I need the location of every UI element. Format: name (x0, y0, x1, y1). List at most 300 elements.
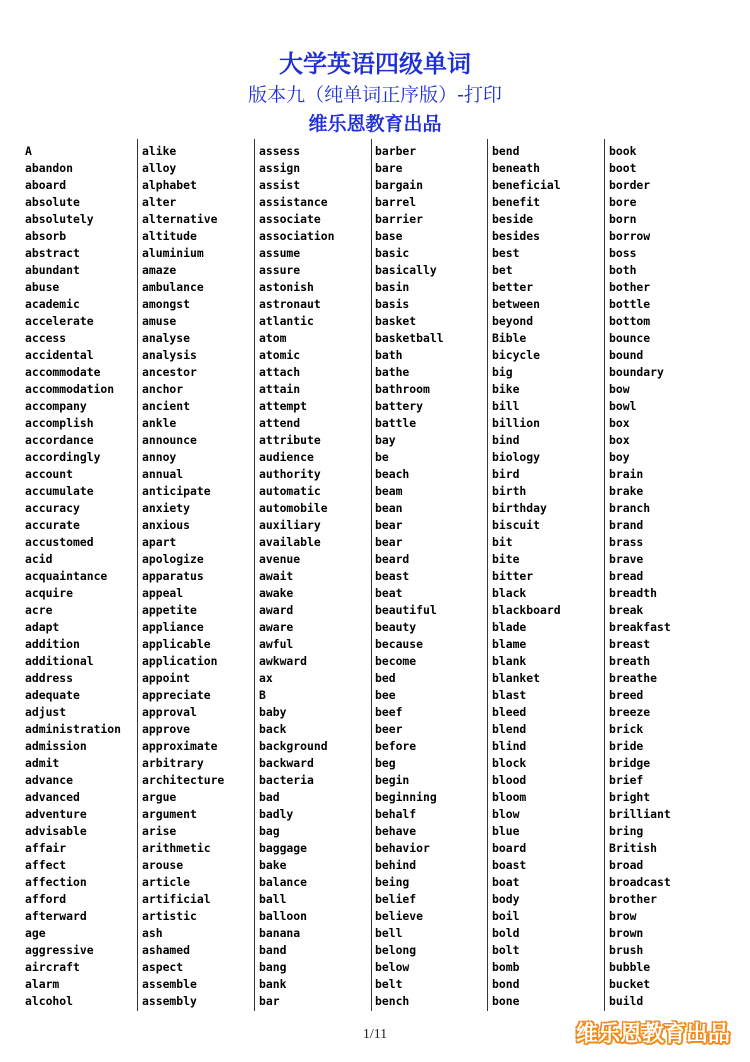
vocab-word: badly (259, 807, 294, 821)
vocab-word: big (492, 365, 513, 379)
vocab-word: approve (142, 722, 191, 736)
vocab-word: breadth (609, 586, 658, 600)
vocab-word: backward (259, 756, 314, 770)
vocab-word: avenue (259, 552, 301, 566)
vocab-word: billion (492, 416, 541, 430)
vocab-word: arbitrary (142, 756, 204, 770)
vocab-word: brass (609, 535, 644, 549)
vocab-word: bacteria (259, 773, 314, 787)
vocab-word: await (259, 569, 294, 583)
vocab-word: abandon (25, 161, 74, 175)
vocab-word: bed (375, 671, 396, 685)
vocab-word: atlantic (259, 314, 314, 328)
vocab-word: alarm (25, 977, 60, 991)
vocab-word: bathe (375, 365, 410, 379)
vocab-word: bang (259, 960, 287, 974)
vocab-word: beard (375, 552, 410, 566)
vocab-word: bind (492, 433, 520, 447)
vocab-word: blackboard (492, 603, 561, 617)
vocab-word: bow (609, 382, 630, 396)
vocab-word: born (609, 212, 637, 226)
vocab-word: bear (375, 518, 403, 532)
vocab-word: awful (259, 637, 294, 651)
vocab-word: alphabet (142, 178, 197, 192)
vocab-word: ashamed (142, 943, 191, 957)
vocab-word: approval (142, 705, 197, 719)
vocab-word: alternative (142, 212, 218, 226)
vocab-word: addition (25, 637, 80, 651)
vocab-word: broadcast (609, 875, 671, 889)
vocab-word: age (25, 926, 46, 940)
vocab-word: A (25, 144, 32, 158)
vocab-word: accordance (25, 433, 94, 447)
vocab-word: accurate (25, 518, 80, 532)
vocab-word: announce (142, 433, 197, 447)
vocab-word: arithmetic (142, 841, 211, 855)
vocab-word: adjust (25, 705, 67, 719)
vocab-word: bite (492, 552, 520, 566)
vocab-word: beyond (492, 314, 534, 328)
vocab-word: award (259, 603, 294, 617)
vocab-word: abundant (25, 263, 80, 277)
vocab-word: amongst (142, 297, 191, 311)
vocab-word: best (492, 246, 520, 260)
vocab-word: bother (609, 280, 651, 294)
vocab-word: become (375, 654, 417, 668)
vocab-word: beer (375, 722, 403, 736)
vocab-word: bolt (492, 943, 520, 957)
vocab-word: adequate (25, 688, 80, 702)
vocab-word: Bible (492, 331, 527, 345)
vocab-word: aware (259, 620, 294, 634)
vocab-word: administration (25, 722, 122, 736)
vocab-word: bike (492, 382, 520, 396)
vocab-word: bag (259, 824, 280, 838)
vocab-word: bake (259, 858, 287, 872)
vocab-word: bear (375, 535, 403, 549)
vocab-word: awkward (259, 654, 308, 668)
vocab-word: breath (609, 654, 651, 668)
vocab-word: bomb (492, 960, 520, 974)
vocab-word: address (25, 671, 74, 685)
vocab-word: appetite (142, 603, 197, 617)
vocab-word: accomplish (25, 416, 94, 430)
vocab-word: aircraft (25, 960, 80, 974)
vocab-word: bar (259, 994, 280, 1008)
vocab-word: brown (609, 926, 644, 940)
vocab-word: atom (259, 331, 287, 345)
vocab-word: balance (259, 875, 308, 889)
vocab-word: body (492, 892, 520, 906)
vocab-word: ash (142, 926, 163, 940)
vocab-word: blood (492, 773, 527, 787)
vocab-word: ancestor (142, 365, 197, 379)
vocab-word: apart (142, 535, 177, 549)
vocab-word: baby (259, 705, 287, 719)
vocab-word: accommodation (25, 382, 115, 396)
vocab-word: appreciate (142, 688, 211, 702)
vocab-word: artificial (142, 892, 211, 906)
vocab-word: before (375, 739, 417, 753)
vocab-word: account (25, 467, 74, 481)
vocab-word: abuse (25, 280, 60, 294)
vocab-word: bridge (609, 756, 651, 770)
vocab-word: beef (375, 705, 403, 719)
vocab-word: associate (259, 212, 321, 226)
vocab-word: analysis (142, 348, 197, 362)
vocab-word: besides (492, 229, 541, 243)
vocab-word: accommodate (25, 365, 101, 379)
vocab-word: alter (142, 195, 177, 209)
vocab-word: advanced (25, 790, 80, 804)
vocab-word: attribute (259, 433, 321, 447)
vocab-word: annual (142, 467, 184, 481)
vocab-word: blend (492, 722, 527, 736)
vocab-word: bicycle (492, 348, 541, 362)
vocab-word: apparatus (142, 569, 204, 583)
vocab-word: absolute (25, 195, 80, 209)
vocab-word: assist (259, 178, 301, 192)
vocab-word: ax (259, 671, 273, 685)
vocab-word: believe (375, 909, 424, 923)
vocab-word: application (142, 654, 218, 668)
vocab-word: blanket (492, 671, 541, 685)
vocab-word: applicable (142, 637, 211, 651)
vocab-word: brilliant (609, 807, 671, 821)
vocab-word: beneficial (492, 178, 561, 192)
publisher-line: 维乐恩教育出品 (308, 113, 442, 135)
vocab-word: admission (25, 739, 87, 753)
vocab-word: bucket (609, 977, 651, 991)
vocab-word: altitude (142, 229, 197, 243)
vocab-word: ambulance (142, 280, 204, 294)
vocab-word: assume (259, 246, 301, 260)
vocab-word: accelerate (25, 314, 94, 328)
vocab-word: available (259, 535, 321, 549)
vocab-word: bean (375, 501, 403, 515)
vocab-word: anxiety (142, 501, 191, 515)
vocab-word: benefit (492, 195, 541, 209)
vocab-word: apologize (142, 552, 204, 566)
vocab-word: approximate (142, 739, 218, 753)
vocab-word: argument (142, 807, 197, 821)
vocab-word: bore (609, 195, 637, 209)
vocab-word: bet (492, 263, 513, 277)
vocab-word: blind (492, 739, 527, 753)
vocab-word: appoint (142, 671, 191, 685)
vocab-word: British (609, 841, 658, 855)
vocab-word: boot (609, 161, 637, 175)
vocab-word: behavior (375, 841, 430, 855)
vocab-word: behalf (375, 807, 417, 821)
page-title: 大学英语四级单词 (279, 50, 471, 78)
vocab-word: boundary (609, 365, 664, 379)
vocab-word: awake (259, 586, 294, 600)
vocab-word: bee (375, 688, 396, 702)
vocab-word: beat (375, 586, 403, 600)
vocab-word: biscuit (492, 518, 541, 532)
vocab-word: architecture (142, 773, 225, 787)
vocab-word: brand (609, 518, 644, 532)
vocab-word: beach (375, 467, 410, 481)
vocab-word: appeal (142, 586, 184, 600)
vocab-word: ancient (142, 399, 191, 413)
vocab-word: bond (492, 977, 520, 991)
vocab-word: advisable (25, 824, 87, 838)
vocab-word: being (375, 875, 410, 889)
vocab-word: brick (609, 722, 644, 736)
vocab-word: affection (25, 875, 87, 889)
word-column-6 (609, 143, 725, 1010)
vocab-word: automatic (259, 484, 321, 498)
vocab-word: battery (375, 399, 424, 413)
vocab-word: brief (609, 773, 644, 787)
vocab-word: bread (609, 569, 644, 583)
vocab-word: aspect (142, 960, 184, 974)
vocab-word: acid (25, 552, 53, 566)
vocab-word: alike (142, 144, 177, 158)
vocab-word: blue (492, 824, 520, 838)
vocab-word: absorb (25, 229, 67, 243)
vocab-word: barrel (375, 195, 417, 209)
vocab-word: alloy (142, 161, 177, 175)
vocab-word: band (259, 943, 287, 957)
vocab-word: breed (609, 688, 644, 702)
vocab-word: bill (492, 399, 520, 413)
vocab-word: beast (375, 569, 410, 583)
vocab-word: belong (375, 943, 417, 957)
vocab-word: article (142, 875, 191, 889)
vocab-word: ankle (142, 416, 177, 430)
vocab-word: belt (375, 977, 403, 991)
vocab-word: acquaintance (25, 569, 108, 583)
vocab-word: accustomed (25, 535, 94, 549)
vocab-word: between (492, 297, 541, 311)
vocab-word: attempt (259, 399, 308, 413)
vocab-word: attach (259, 365, 301, 379)
vocab-word: branch (609, 501, 651, 515)
vocab-word: boy (609, 450, 630, 464)
vocab-word: bell (375, 926, 403, 940)
vocab-word: broad (609, 858, 644, 872)
vocab-word: basic (375, 246, 410, 260)
vocab-word: accuracy (25, 501, 80, 515)
vocab-word: behave (375, 824, 417, 838)
vocab-word: attain (259, 382, 301, 396)
vocab-word: beside (492, 212, 534, 226)
page-subtitle: 版本九（纯单词正序版）-打印 (248, 84, 502, 106)
vocab-word: book (609, 144, 637, 158)
vocab-word: bowl (609, 399, 637, 413)
vocab-word: annoy (142, 450, 177, 464)
vocab-word: afterward (25, 909, 87, 923)
vocab-word: anchor (142, 382, 184, 396)
vocab-word: affect (25, 858, 67, 872)
vocab-word: boil (492, 909, 520, 923)
vocab-word: bride (609, 739, 644, 753)
vocab-word: block (492, 756, 527, 770)
vocab-word: biology (492, 450, 541, 464)
vocab-word: black (492, 586, 527, 600)
word-column-5 (492, 143, 608, 1010)
vocab-word: analyse (142, 331, 191, 345)
vocab-word: bad (259, 790, 280, 804)
word-column-3 (259, 143, 375, 1010)
vocab-word: bound (609, 348, 644, 362)
word-column-4 (375, 143, 491, 1010)
vocab-word: bold (492, 926, 520, 940)
vocab-word: blade (492, 620, 527, 634)
vocab-word: brother (609, 892, 658, 906)
vocab-word: alcohol (25, 994, 74, 1008)
vocab-word: basically (375, 263, 437, 277)
vocab-word: balloon (259, 909, 308, 923)
vocab-word: association (259, 229, 335, 243)
vocab-word: breast (609, 637, 651, 651)
vocab-word: automobile (259, 501, 328, 515)
vocab-word: bubble (609, 960, 651, 974)
vocab-word: back (259, 722, 287, 736)
vocab-word: base (375, 229, 403, 243)
vocab-word: blame (492, 637, 527, 651)
vocab-word: be (375, 450, 389, 464)
vocab-word: blow (492, 807, 520, 821)
vocab-word: bottle (609, 297, 651, 311)
vocab-word: both (609, 263, 637, 277)
vocab-word: box (609, 416, 630, 430)
vocab-word: argue (142, 790, 177, 804)
vocab-word: afford (25, 892, 67, 906)
vocab-word: ball (259, 892, 287, 906)
vocab-word: brow (609, 909, 637, 923)
vocab-word: accumulate (25, 484, 94, 498)
vocab-word: breeze (609, 705, 651, 719)
vocab-word: authority (259, 467, 321, 481)
vocab-word: assure (259, 263, 301, 277)
vocab-word: baggage (259, 841, 308, 855)
vocab-word: arouse (142, 858, 184, 872)
vocab-word: because (375, 637, 424, 651)
vocab-word: appliance (142, 620, 204, 634)
vocab-word: begin (375, 773, 410, 787)
vocab-word: beautiful (375, 603, 437, 617)
vocab-word: acre (25, 603, 53, 617)
vocab-word: abstract (25, 246, 80, 260)
vocab-word: better (492, 280, 534, 294)
vocab-word: additional (25, 654, 94, 668)
vocab-word: basketball (375, 331, 444, 345)
vocab-word: brake (609, 484, 644, 498)
vocab-word: bright (609, 790, 651, 804)
vocab-word: bargain (375, 178, 424, 192)
vocab-word: belief (375, 892, 417, 906)
vocab-word: atomic (259, 348, 301, 362)
vocab-word: basket (375, 314, 417, 328)
vocab-word: brush (609, 943, 644, 957)
vocab-word: anxious (142, 518, 191, 532)
vocab-word: beam (375, 484, 403, 498)
vocab-word: academic (25, 297, 80, 311)
vocab-word: accompany (25, 399, 87, 413)
vocab-word: blank (492, 654, 527, 668)
vocab-word: background (259, 739, 328, 753)
vocab-word: borrow (609, 229, 651, 243)
vocab-word: aluminium (142, 246, 204, 260)
vocab-word: assign (259, 161, 301, 175)
vocab-word: accordingly (25, 450, 101, 464)
vocab-word: bloom (492, 790, 527, 804)
vocab-word: bathroom (375, 382, 430, 396)
vocab-word: brave (609, 552, 644, 566)
vocab-word: barber (375, 144, 417, 158)
vocab-word: auxiliary (259, 518, 321, 532)
vocab-word: aboard (25, 178, 67, 192)
vocab-word: assess (259, 144, 301, 158)
vocab-word: admit (25, 756, 60, 770)
vocab-word: advance (25, 773, 74, 787)
vocab-word: banana (259, 926, 301, 940)
vocab-word: astonish (259, 280, 314, 294)
vocab-word: accidental (25, 348, 94, 362)
vocab-word: box (609, 433, 630, 447)
vocab-word: access (25, 331, 67, 345)
vocab-word: bath (375, 348, 403, 362)
vocab-word: boss (609, 246, 637, 260)
vocab-word: assembly (142, 994, 197, 1008)
vocab-word: astronaut (259, 297, 321, 311)
vocab-word: aggressive (25, 943, 94, 957)
vocab-word: audience (259, 450, 314, 464)
vocab-word: assistance (259, 195, 328, 209)
vocab-word: bring (609, 824, 644, 838)
vocab-word: birthday (492, 501, 547, 515)
vocab-word: beneath (492, 161, 541, 175)
word-column-2 (142, 143, 258, 1010)
vocab-word: B (259, 688, 266, 702)
vocab-word: adapt (25, 620, 60, 634)
vocab-word: bare (375, 161, 403, 175)
vocab-word: below (375, 960, 410, 974)
vocab-word: barrier (375, 212, 424, 226)
vocab-word: bleed (492, 705, 527, 719)
vocab-word: amuse (142, 314, 177, 328)
vocab-word: board (492, 841, 527, 855)
vocab-word: bay (375, 433, 396, 447)
vocab-word: brain (609, 467, 644, 481)
vocab-word: beginning (375, 790, 437, 804)
vocab-word: boat (492, 875, 520, 889)
vocab-word: boast (492, 858, 527, 872)
vocab-word: battle (375, 416, 417, 430)
vocab-word: breathe (609, 671, 658, 685)
vocab-word: bit (492, 535, 513, 549)
vocab-word: adventure (25, 807, 87, 821)
vocab-word: bank (259, 977, 287, 991)
vocab-word: absolutely (25, 212, 94, 226)
vocab-word: acquire (25, 586, 74, 600)
vocab-word: bench (375, 994, 410, 1008)
vocab-word: attend (259, 416, 301, 430)
vocab-word: bitter (492, 569, 534, 583)
vocab-word: breakfast (609, 620, 671, 634)
vocab-word: bottom (609, 314, 651, 328)
vocab-word: behind (375, 858, 417, 872)
vocab-word: bird (492, 467, 520, 481)
vocab-word: basis (375, 297, 410, 311)
watermark-logo: 维乐恩教育出品 (575, 1022, 730, 1047)
vocab-word: artistic (142, 909, 197, 923)
vocab-word: border (609, 178, 651, 192)
